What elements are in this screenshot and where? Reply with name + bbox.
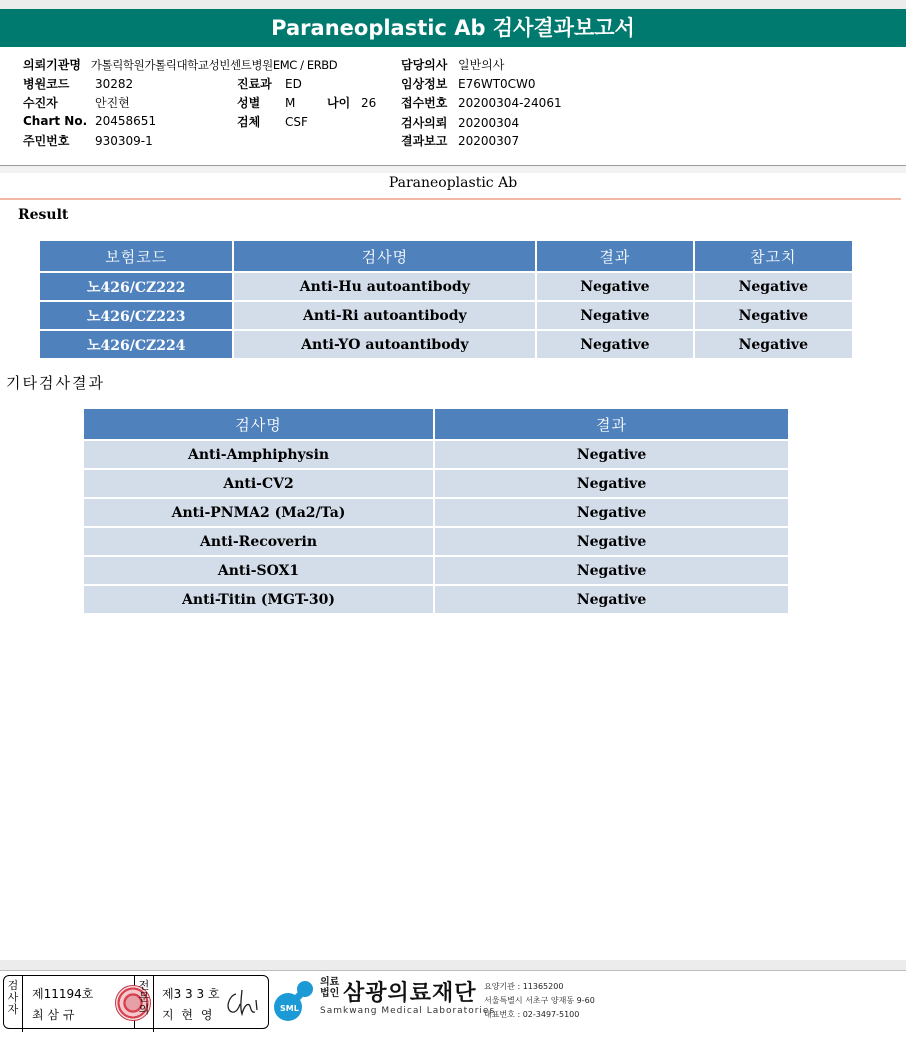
test-name: Anti-PNMA2 (Ma2/Ta) [83, 498, 434, 527]
report-date-value: 20200307 [458, 134, 520, 148]
test-name: Anti-CV2 [83, 469, 434, 498]
reference-value: Negative [694, 272, 853, 301]
patient-name-label: 수진자 [23, 96, 58, 110]
patient-name-value: 안진현 [95, 96, 130, 110]
chart-no-label: Chart No. [23, 114, 88, 128]
signature-box [3, 975, 269, 1029]
test-result: Negative [536, 301, 693, 330]
result-table-header [39, 240, 853, 272]
test-name: Anti-YO autoantibody [233, 330, 536, 359]
header-test-name: 검사명 [233, 240, 536, 272]
header-test-name: 검사명 [83, 408, 434, 440]
specialist-label: 전문의 [138, 979, 150, 1016]
request-date-label: 검사의뢰 [401, 116, 448, 130]
header-result: 결과 [536, 240, 693, 272]
org-prefix-line1: 의료 [320, 977, 340, 988]
insurance-code: 노426/CZ224 [39, 330, 233, 359]
receipt-no-value: 20200304-24061 [458, 96, 562, 110]
examiner-cell [23, 976, 135, 1028]
table-row [39, 272, 853, 301]
request-date-row [401, 114, 519, 131]
specialist-license-no: 제3 3 3 호 [162, 987, 220, 1001]
examiner-label: 검사자 [7, 979, 19, 1016]
age-label: 나이 [327, 96, 351, 110]
report-date-label: 결과보고 [401, 134, 448, 148]
sex-value: M [285, 96, 296, 110]
clinical-info-label: 임상정보 [401, 77, 448, 91]
result-label: Result [18, 207, 69, 223]
other-table-header [83, 408, 789, 440]
table-row [83, 527, 789, 556]
test-name: Anti-SOX1 [83, 556, 434, 585]
patient-name-row [23, 94, 130, 111]
specialist-name: 지 현 영 [162, 1008, 215, 1022]
sex-label: 성별 [237, 96, 261, 110]
table-row [83, 440, 789, 469]
header-reference: 참고치 [694, 240, 853, 272]
result-table [38, 239, 854, 360]
report-date-row [401, 132, 519, 149]
institution-row [23, 56, 337, 73]
age-value: 26 [361, 96, 377, 110]
test-result: Negative [434, 498, 789, 527]
sex-row [237, 94, 295, 111]
table-row [83, 469, 789, 498]
receipt-no-label: 접수번호 [401, 96, 448, 110]
org-prefix-line2: 법인 [320, 988, 340, 999]
test-result: Negative [536, 272, 693, 301]
resident-no-value: 930309-1 [95, 134, 153, 148]
table-row [83, 556, 789, 585]
request-date-value: 20200304 [458, 116, 520, 130]
clinical-info-value: E76WT0CW0 [458, 77, 536, 91]
table-row [83, 498, 789, 527]
test-name: Anti-Amphiphysin [83, 440, 434, 469]
test-result: Negative [434, 585, 789, 614]
dept-row [237, 75, 302, 92]
doctor-row [401, 56, 504, 73]
specimen-row [237, 113, 308, 130]
test-name: Anti-Recoverin [83, 527, 434, 556]
hospital-code-value: 30282 [95, 77, 134, 91]
examiner-license-no: 제11194호 [32, 987, 94, 1001]
resident-no-row [23, 132, 153, 149]
hospital-code-label: 병원코드 [23, 77, 70, 91]
examiner-name: 최 삼 규 [32, 1008, 75, 1022]
specialist-signature [222, 986, 262, 1020]
test-result: Negative [434, 527, 789, 556]
test-name: Anti-Titin (MGT-30) [83, 585, 434, 614]
test-result: Negative [434, 469, 789, 498]
institution-value: 가톨릭학원가톨릭대학교성빈센트병원EMC / ERBD [90, 58, 338, 72]
footer-gap [0, 960, 906, 970]
test-name: Anti-Hu autoantibody [233, 272, 536, 301]
chart-no-row [23, 114, 156, 128]
logo-text: SML [280, 1004, 299, 1013]
section-divider [0, 198, 901, 200]
insurance-code: 노426/CZ223 [39, 301, 233, 330]
specimen-label: 검체 [237, 115, 261, 129]
examiner-label-cell [4, 976, 23, 1032]
reference-value: Negative [694, 301, 853, 330]
org-name-en: Samkwang Medical Laboratories [320, 1006, 496, 1016]
hospital-code-row [23, 75, 133, 92]
doctor-label: 담당의사 [401, 58, 448, 72]
org-prefix [320, 977, 339, 999]
specialist-cell [154, 976, 267, 1028]
reference-value: Negative [694, 330, 853, 359]
patient-info [0, 47, 906, 166]
other-tests-label: 기타검사결과 [6, 374, 105, 392]
doctor-value: 일반의사 [458, 58, 505, 72]
table-row [83, 585, 789, 614]
test-result: Negative [536, 330, 693, 359]
org-name: 삼광의료재단 [343, 981, 477, 1006]
other-tests-table [82, 407, 790, 615]
age-row [327, 94, 376, 111]
dept-value: ED [285, 77, 302, 91]
footer-line [0, 970, 906, 971]
table-row [39, 301, 853, 330]
receipt-no-row [401, 94, 562, 111]
test-result: Negative [434, 556, 789, 585]
insurance-code: 노426/CZ222 [39, 272, 233, 301]
report-title: Paraneoplastic Ab 검사결과보고서 [0, 9, 906, 47]
resident-no-label: 주민번호 [23, 134, 70, 148]
chart-no-value: 20458651 [95, 114, 157, 128]
table-row [39, 330, 853, 359]
clinical-info-row [401, 75, 536, 92]
dept-label: 진료과 [237, 77, 272, 91]
header-result: 결과 [434, 408, 789, 440]
section-title: Paraneoplastic Ab [388, 175, 518, 191]
specialist-label-cell [135, 976, 154, 1032]
test-name: Anti-Ri autoantibody [233, 301, 536, 330]
org-address: 서울특별시 서초구 양재동 9-60 [484, 996, 595, 1005]
specimen-value: CSF [285, 115, 308, 129]
institution-label: 의뢰기관명 [23, 58, 81, 72]
test-result: Negative [434, 440, 789, 469]
header-insurance-code: 보험코드 [39, 240, 233, 272]
top-strip [0, 0, 906, 9]
org-code: 요양기관 : 11365200 [484, 982, 564, 991]
org-phone: 대표번호 : 02-3497-5100 [484, 1010, 580, 1019]
sml-logo-icon [272, 977, 316, 1023]
